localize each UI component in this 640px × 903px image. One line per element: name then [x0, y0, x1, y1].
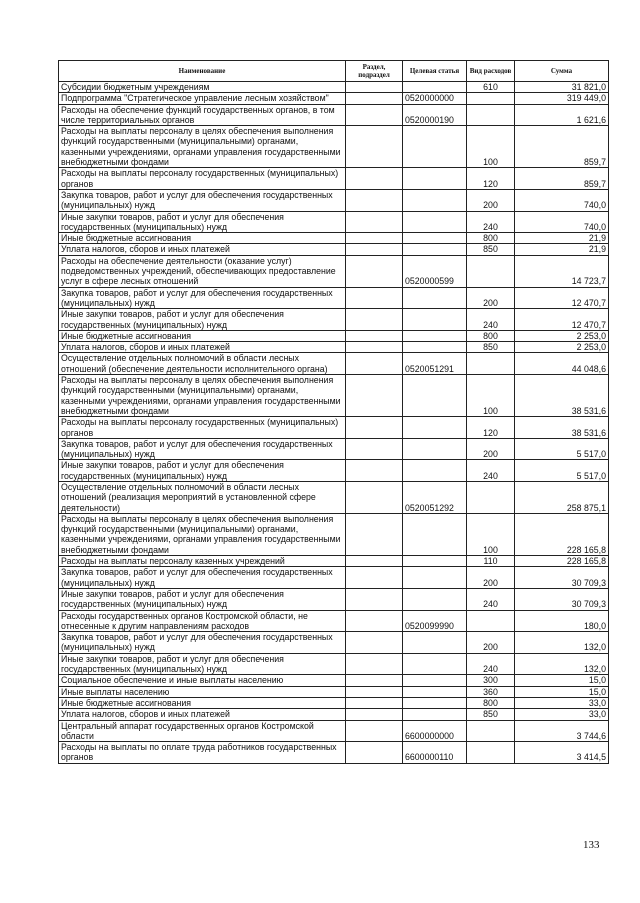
- table-row: [59, 675, 609, 686]
- cell-target: [403, 330, 467, 341]
- cell-section: [346, 309, 403, 331]
- cell-type: 300: [467, 675, 515, 686]
- cell-section: [346, 697, 403, 708]
- cell-section: [346, 211, 403, 233]
- cell-target: [403, 82, 467, 93]
- cell-name: Уплата налогов, сборов и иных платежей: [59, 244, 346, 255]
- cell-target: [403, 375, 467, 417]
- cell-section: [346, 93, 403, 104]
- cell-name: Расходы на выплаты персоналу в целях обеспечения выполнения функций государственными (муниципальными) органами, казенными учреждениями, органами управления государственными внебюджетными фондами: [59, 126, 346, 168]
- cell-sum: 3 414,5: [515, 742, 609, 764]
- cell-type: 240: [467, 309, 515, 331]
- table-row: [59, 610, 609, 632]
- cell-section: [346, 375, 403, 417]
- table-row: [59, 287, 609, 309]
- cell-target: [403, 211, 467, 233]
- table-row: [59, 588, 609, 610]
- cell-section: [346, 675, 403, 686]
- cell-name: Расходы на выплаты персоналу в целях обеспечения выполнения функций государственными (муниципальными) органами, казенными учреждениями, органами управления государственными внебюджетными фондами: [59, 513, 346, 555]
- cell-name: Закупка товаров, работ и услуг для обеспечения государственных (муниципальных) нужд: [59, 287, 346, 309]
- table-row: [59, 720, 609, 742]
- cell-sum: 15,0: [515, 675, 609, 686]
- cell-section: [346, 104, 403, 126]
- cell-section: [346, 189, 403, 211]
- cell-name: Расходы на обеспечение деятельности (оказание услуг) подведомственных учреждений, обеспечивающих предоставление услуг в сфере лесных отношений: [59, 255, 346, 287]
- header-sum: Сумма: [515, 61, 609, 82]
- cell-type: [467, 481, 515, 513]
- cell-target: [403, 438, 467, 460]
- page-number: 133: [583, 839, 600, 851]
- cell-target: 6600000000: [403, 720, 467, 742]
- cell-section: [346, 126, 403, 168]
- cell-type: 100: [467, 513, 515, 555]
- cell-section: [346, 417, 403, 439]
- cell-name: Расходы на выплаты персоналу казенных учреждений: [59, 556, 346, 567]
- cell-name: Иные бюджетные ассигнования: [59, 233, 346, 244]
- cell-sum: 180,0: [515, 610, 609, 632]
- cell-section: [346, 438, 403, 460]
- budget-page: [58, 60, 608, 764]
- cell-name: Расходы на обеспечение функций государственных органов, в том числе территориальных органов: [59, 104, 346, 126]
- cell-sum: 228 165,8: [515, 556, 609, 567]
- table-row: [59, 438, 609, 460]
- table-row: [59, 309, 609, 331]
- cell-target: 0520051292: [403, 481, 467, 513]
- cell-sum: 258 875,1: [515, 481, 609, 513]
- cell-name: Социальное обеспечение и иные выплаты населению: [59, 675, 346, 686]
- cell-section: [346, 709, 403, 720]
- cell-section: [346, 632, 403, 654]
- cell-sum: 319 449,0: [515, 93, 609, 104]
- cell-type: 850: [467, 244, 515, 255]
- cell-type: 610: [467, 82, 515, 93]
- cell-sum: 30 709,3: [515, 588, 609, 610]
- cell-target: [403, 686, 467, 697]
- header-target: Целевая статья: [403, 61, 467, 82]
- table-row: [59, 697, 609, 708]
- cell-sum: 2 253,0: [515, 330, 609, 341]
- cell-target: [403, 309, 467, 331]
- cell-target: [403, 342, 467, 353]
- table-row: [59, 653, 609, 675]
- cell-name: Расходы на выплаты персоналу государственных (муниципальных) органов: [59, 417, 346, 439]
- cell-target: 6600000110: [403, 742, 467, 764]
- cell-name: Субсидии бюджетным учреждениям: [59, 82, 346, 93]
- cell-target: 0520000190: [403, 104, 467, 126]
- table-row: [59, 709, 609, 720]
- cell-section: [346, 742, 403, 764]
- cell-sum: 33,0: [515, 709, 609, 720]
- cell-name: Закупка товаров, работ и услуг для обеспечения государственных (муниципальных) нужд: [59, 632, 346, 654]
- cell-sum: 3 744,6: [515, 720, 609, 742]
- cell-name: Иные закупки товаров, работ и услуг для обеспечения государственных (муниципальных) нужд: [59, 588, 346, 610]
- cell-type: 120: [467, 417, 515, 439]
- cell-sum: 33,0: [515, 697, 609, 708]
- cell-section: [346, 244, 403, 255]
- cell-target: 0520000599: [403, 255, 467, 287]
- cell-section: [346, 287, 403, 309]
- cell-type: 800: [467, 697, 515, 708]
- table-row: [59, 330, 609, 341]
- cell-name: Осуществление отдельных полномочий в области лесных отношений (обеспечение деятельности исполнительного органа): [59, 353, 346, 375]
- cell-name: Расходы на выплаты персоналу в целях обеспечения выполнения функций государственными (муниципальными) органами, казенными учреждениями, органами управления государственными внебюджетными фондами: [59, 375, 346, 417]
- cell-section: [346, 255, 403, 287]
- header-section: Раздел, подраздел: [346, 61, 403, 82]
- cell-name: Центральный аппарат государственных органов Костромской области: [59, 720, 346, 742]
- cell-type: 200: [467, 287, 515, 309]
- cell-type: 200: [467, 567, 515, 589]
- cell-type: 800: [467, 233, 515, 244]
- cell-section: [346, 567, 403, 589]
- cell-type: 100: [467, 375, 515, 417]
- cell-type: 200: [467, 189, 515, 211]
- cell-sum: 2 253,0: [515, 342, 609, 353]
- table-row: [59, 460, 609, 482]
- cell-target: [403, 632, 467, 654]
- cell-sum: 132,0: [515, 653, 609, 675]
- cell-name: Иные закупки товаров, работ и услуг для обеспечения государственных (муниципальных) нужд: [59, 211, 346, 233]
- cell-type: 800: [467, 330, 515, 341]
- cell-section: [346, 82, 403, 93]
- cell-section: [346, 342, 403, 353]
- cell-target: [403, 697, 467, 708]
- table-row: [59, 211, 609, 233]
- cell-name: Иные бюджетные ассигнования: [59, 330, 346, 341]
- cell-section: [346, 686, 403, 697]
- cell-name: Закупка товаров, работ и услуг для обеспечения государственных (муниципальных) нужд: [59, 438, 346, 460]
- table-row: [59, 417, 609, 439]
- cell-type: 200: [467, 438, 515, 460]
- cell-section: [346, 353, 403, 375]
- cell-sum: 5 517,0: [515, 438, 609, 460]
- table-row: [59, 375, 609, 417]
- cell-sum: 859,7: [515, 126, 609, 168]
- table-row: [59, 233, 609, 244]
- table-row: [59, 556, 609, 567]
- cell-sum: 14 723,7: [515, 255, 609, 287]
- header-type: Вид расходов: [467, 61, 515, 82]
- table-row: [59, 255, 609, 287]
- cell-target: [403, 709, 467, 720]
- cell-section: [346, 233, 403, 244]
- cell-target: [403, 189, 467, 211]
- table-row: [59, 686, 609, 697]
- cell-type: 240: [467, 653, 515, 675]
- cell-target: [403, 653, 467, 675]
- table-row: [59, 481, 609, 513]
- cell-target: 0520099990: [403, 610, 467, 632]
- table-row: [59, 93, 609, 104]
- cell-name: Закупка товаров, работ и услуг для обеспечения государственных (муниципальных) нужд: [59, 567, 346, 589]
- cell-type: 850: [467, 342, 515, 353]
- cell-name: Расходы на выплаты по оплате труда работников государственных органов: [59, 742, 346, 764]
- table-row: [59, 82, 609, 93]
- cell-section: [346, 556, 403, 567]
- cell-target: [403, 168, 467, 190]
- cell-type: [467, 720, 515, 742]
- cell-target: [403, 588, 467, 610]
- budget-table: [58, 60, 609, 764]
- cell-name: Уплата налогов, сборов и иных платежей: [59, 709, 346, 720]
- table-row: [59, 168, 609, 190]
- cell-sum: 740,0: [515, 189, 609, 211]
- cell-type: 240: [467, 460, 515, 482]
- cell-type: [467, 255, 515, 287]
- cell-sum: 15,0: [515, 686, 609, 697]
- cell-section: [346, 588, 403, 610]
- cell-type: [467, 93, 515, 104]
- cell-target: [403, 233, 467, 244]
- cell-target: [403, 244, 467, 255]
- table-row: [59, 342, 609, 353]
- cell-type: [467, 104, 515, 126]
- cell-name: Расходы государственных органов Костромской области, не отнесенные к другим направлениям расходов: [59, 610, 346, 632]
- cell-sum: 30 709,3: [515, 567, 609, 589]
- table-row: [59, 567, 609, 589]
- cell-name: Осуществление отдельных полномочий в области лесных отношений (реализация мероприятий в установленной сфере деятельности): [59, 481, 346, 513]
- table-row: [59, 189, 609, 211]
- cell-type: 120: [467, 168, 515, 190]
- cell-section: [346, 720, 403, 742]
- cell-target: 0520000000: [403, 93, 467, 104]
- table-row: [59, 353, 609, 375]
- cell-section: [346, 330, 403, 341]
- cell-name: Иные закупки товаров, работ и услуг для обеспечения государственных (муниципальных) нужд: [59, 309, 346, 331]
- cell-name: Уплата налогов, сборов и иных платежей: [59, 342, 346, 353]
- cell-type: 360: [467, 686, 515, 697]
- cell-sum: 38 531,6: [515, 375, 609, 417]
- cell-name: Закупка товаров, работ и услуг для обеспечения государственных (муниципальных) нужд: [59, 189, 346, 211]
- cell-section: [346, 481, 403, 513]
- cell-name: Подпрограмма "Стратегическое управление лесным хозяйством": [59, 93, 346, 104]
- cell-section: [346, 460, 403, 482]
- table-row: [59, 104, 609, 126]
- cell-sum: 44 048,6: [515, 353, 609, 375]
- cell-name: Иные закупки товаров, работ и услуг для обеспечения государственных (муниципальных) нужд: [59, 653, 346, 675]
- table-row: [59, 632, 609, 654]
- cell-target: [403, 460, 467, 482]
- cell-sum: 5 517,0: [515, 460, 609, 482]
- cell-section: [346, 610, 403, 632]
- cell-sum: 12 470,7: [515, 287, 609, 309]
- table-header-row: [59, 61, 609, 82]
- cell-target: [403, 513, 467, 555]
- cell-section: [346, 513, 403, 555]
- cell-type: 240: [467, 211, 515, 233]
- cell-sum: 859,7: [515, 168, 609, 190]
- cell-sum: 1 621,6: [515, 104, 609, 126]
- table-body: [59, 82, 609, 764]
- cell-target: 0520051291: [403, 353, 467, 375]
- cell-type: [467, 610, 515, 632]
- cell-section: [346, 653, 403, 675]
- cell-type: [467, 742, 515, 764]
- table-row: [59, 126, 609, 168]
- cell-sum: 740,0: [515, 211, 609, 233]
- cell-target: [403, 567, 467, 589]
- cell-type: [467, 353, 515, 375]
- cell-type: 850: [467, 709, 515, 720]
- cell-target: [403, 126, 467, 168]
- cell-type: 110: [467, 556, 515, 567]
- cell-target: [403, 417, 467, 439]
- cell-sum: 21,9: [515, 233, 609, 244]
- cell-name: Иные закупки товаров, работ и услуг для обеспечения государственных (муниципальных) нужд: [59, 460, 346, 482]
- table-row: [59, 742, 609, 764]
- cell-sum: 38 531,6: [515, 417, 609, 439]
- cell-sum: 21,9: [515, 244, 609, 255]
- cell-type: 200: [467, 632, 515, 654]
- cell-target: [403, 556, 467, 567]
- cell-name: Иные выплаты населению: [59, 686, 346, 697]
- cell-sum: 12 470,7: [515, 309, 609, 331]
- cell-type: 100: [467, 126, 515, 168]
- cell-target: [403, 287, 467, 309]
- cell-sum: 228 165,8: [515, 513, 609, 555]
- header-name: Наименование: [59, 61, 346, 82]
- cell-type: 240: [467, 588, 515, 610]
- cell-sum: 132,0: [515, 632, 609, 654]
- table-row: [59, 513, 609, 555]
- table-row: [59, 244, 609, 255]
- cell-name: Расходы на выплаты персоналу государственных (муниципальных) органов: [59, 168, 346, 190]
- cell-sum: 31 821,0: [515, 82, 609, 93]
- cell-name: Иные бюджетные ассигнования: [59, 697, 346, 708]
- cell-section: [346, 168, 403, 190]
- cell-target: [403, 675, 467, 686]
